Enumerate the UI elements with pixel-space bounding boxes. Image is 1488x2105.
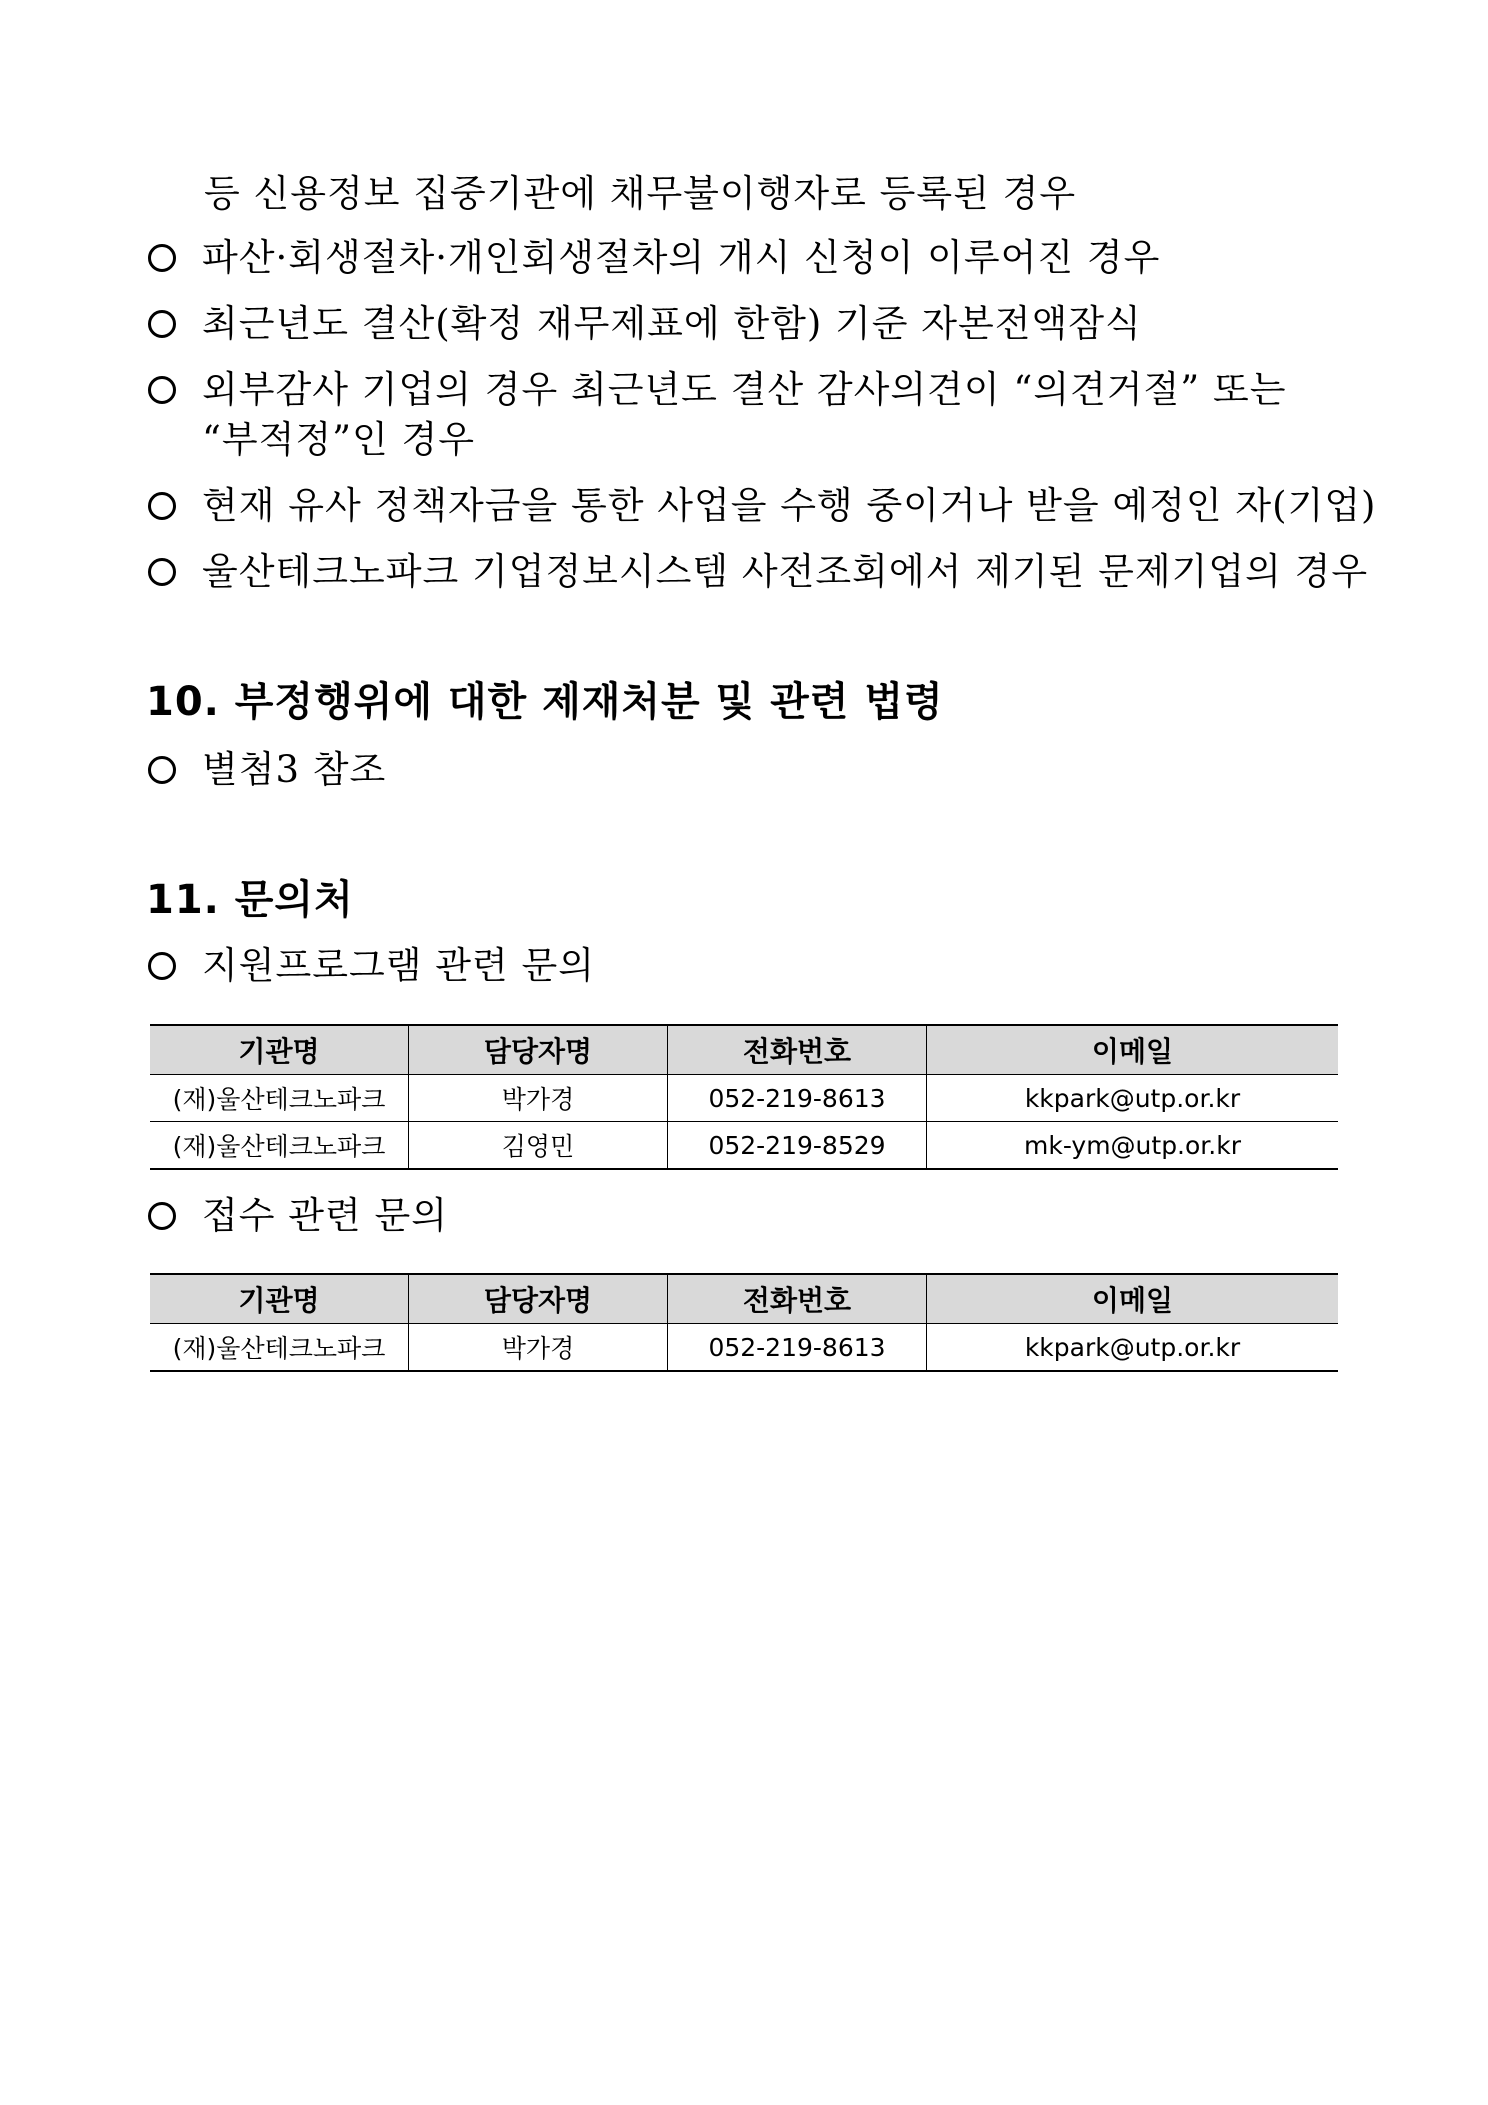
program-inquiry-table: [150, 1024, 1338, 1170]
table-row: [150, 1075, 1338, 1122]
institution-cell: (재)울산테크노파크: [150, 1324, 409, 1372]
table-header-row: [150, 1025, 1338, 1075]
column-header: 담당자명: [409, 1025, 668, 1075]
phone-cell: 052-219-8613: [668, 1075, 927, 1122]
table-header-row: [150, 1274, 1338, 1324]
column-header: 기관명: [150, 1274, 409, 1324]
circle-bullet-icon: [148, 310, 176, 338]
list-item-text: 별첨3 참조: [202, 748, 387, 791]
column-header: 기관명: [150, 1025, 409, 1075]
institution-cell: (재)울산테크노파크: [150, 1122, 409, 1170]
section-11-heading: 11. 문의처: [146, 877, 354, 923]
column-header: 담당자명: [409, 1274, 668, 1324]
circle-bullet-icon: [148, 492, 176, 520]
list-item-text: 울산테크노파크 기업정보시스템 사전조회에서 제기된 문제기업의 경우: [202, 550, 1369, 593]
email-cell[interactable]: mk-ym@utp.or.kr: [927, 1122, 1339, 1170]
list-item: [148, 236, 1358, 280]
circle-bullet-icon: [148, 756, 176, 784]
contact-person-cell: 박가경: [409, 1075, 668, 1122]
contact-person-cell: 김영민: [409, 1122, 668, 1170]
list-item-text: 접수 관련 문의: [202, 1194, 448, 1237]
phone-cell: 052-219-8613: [668, 1324, 927, 1372]
contact-person-cell: 박가경: [409, 1324, 668, 1372]
email-cell[interactable]: kkpark@utp.or.kr: [927, 1075, 1339, 1122]
circle-bullet-icon: [148, 558, 176, 586]
column-header: 전화번호: [668, 1274, 927, 1324]
circle-bullet-icon: [148, 952, 176, 980]
column-header: 이메일: [927, 1025, 1339, 1075]
reception-inquiry-table: [150, 1273, 1338, 1372]
column-header: 이메일: [927, 1274, 1339, 1324]
continuation-text: 등 신용정보 집중기관에 채무불이행자로 등록된 경우: [204, 172, 1077, 215]
circle-bullet-icon: [148, 1202, 176, 1230]
list-item: [148, 368, 1358, 412]
list-item-text: 최근년도 결산(확정 재무제표에 한함) 기준 자본전액잠식: [202, 302, 1142, 345]
list-item: [148, 302, 1358, 346]
list-item-text: 외부감사 기업의 경우 최근년도 결산 감사의견이 “의견거절” 또는: [202, 368, 1287, 411]
list-item-continuation: “부적정”인 경우: [202, 418, 476, 461]
institution-cell: (재)울산테크노파크: [150, 1075, 409, 1122]
list-item-text: 파산·회생절차·개인회생절차의 개시 신청이 이루어진 경우: [202, 236, 1161, 279]
email-cell[interactable]: kkpark@utp.or.kr: [927, 1324, 1339, 1372]
list-item-text: 현재 유사 정책자금을 통한 사업을 수행 중이거나 받을 예정인 자(기업): [202, 484, 1377, 527]
list-item: [148, 748, 1358, 792]
phone-cell: 052-219-8529: [668, 1122, 927, 1170]
list-item-text: 지원프로그램 관련 문의: [202, 944, 595, 987]
circle-bullet-icon: [148, 244, 176, 272]
table-row: [150, 1122, 1338, 1170]
list-item: [148, 1194, 1358, 1238]
list-item: [148, 944, 1358, 988]
list-item: [148, 550, 1369, 594]
section-10-heading: 10. 부정행위에 대한 제재처분 및 관련 법령: [146, 679, 944, 725]
circle-bullet-icon: [148, 376, 176, 404]
list-item: [148, 484, 1377, 528]
column-header: 전화번호: [668, 1025, 927, 1075]
table-row: [150, 1324, 1338, 1372]
